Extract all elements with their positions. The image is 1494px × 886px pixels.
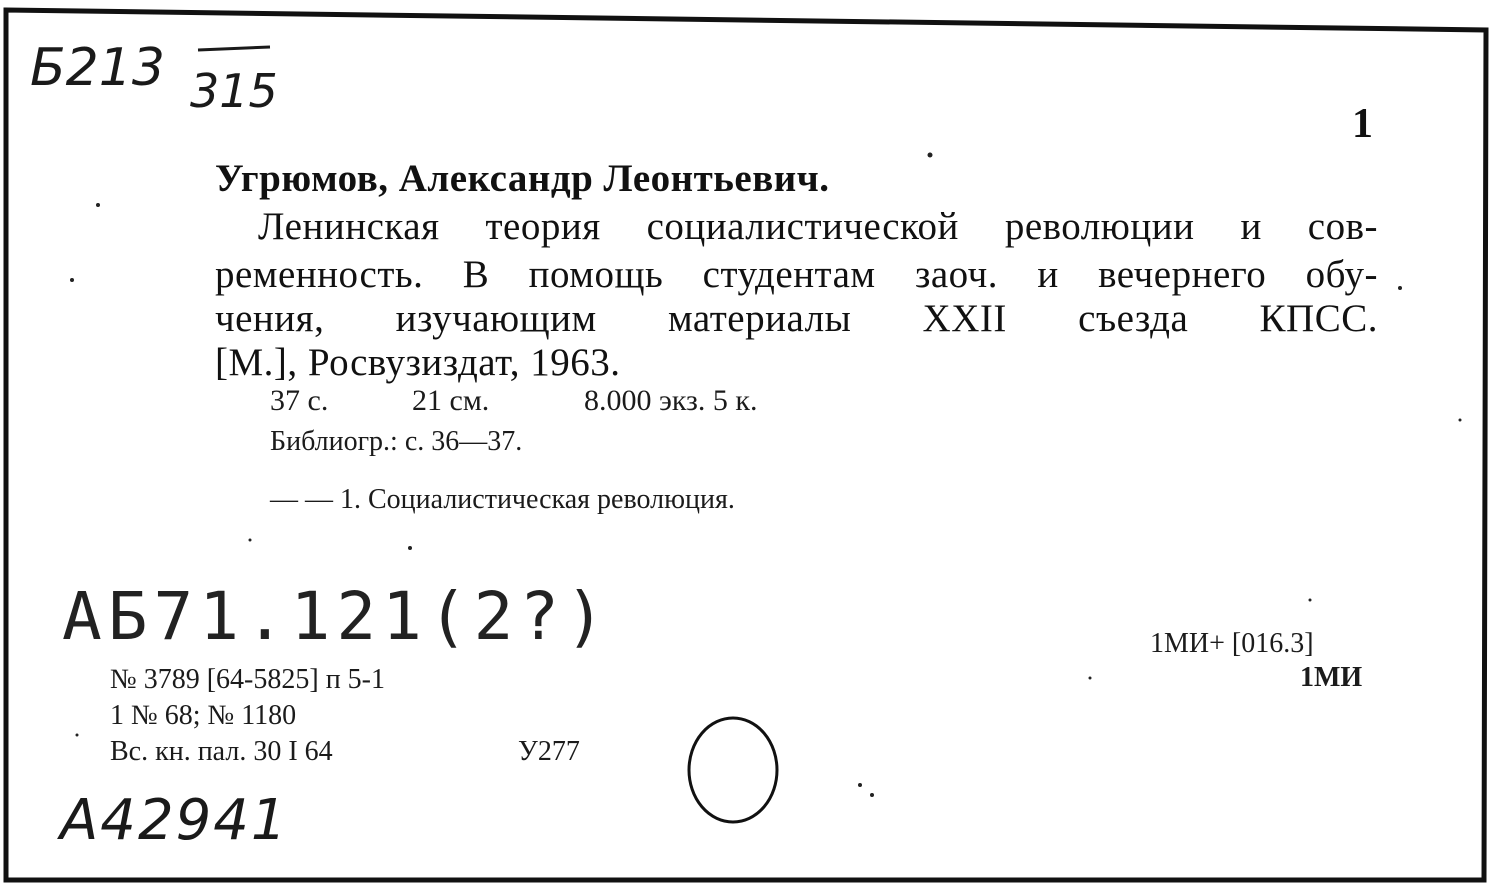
udc-code: У277 [518, 736, 580, 767]
title-line-3: чения, изучающим материалы XXII съезда КПСС. [215, 297, 1378, 340]
title-line-1: Ленинская теория социалистической революции и сов- [258, 205, 1378, 248]
registration-line-2: 1 № 68; № 1180 [110, 700, 297, 731]
registration-line-3: Вс. кн. пал. 30 I 64 [110, 736, 333, 767]
title-line-4: [М.], Росвузиздат, 1963. [215, 341, 621, 384]
subject-tracing: — — 1. Социалистическая революция. [270, 484, 735, 515]
pages-count: 37 с. [270, 384, 329, 417]
registration-line-1: № 3789 [64-5825] п 5-1 [110, 664, 385, 695]
handwritten-inventory: А42941 [60, 788, 289, 853]
card-number: 1 [1352, 101, 1373, 147]
punch-hole [680, 712, 790, 832]
fraction-bar [196, 44, 276, 54]
classification-line-1: 1МИ+ [016.3] [1150, 628, 1314, 659]
copies-price: 8.000 экз. 5 к. [584, 384, 758, 417]
bibliography-note: Библиогр.: с. 36—37. [270, 426, 523, 457]
author-heading: Угрюмов, Александр Леонтьевич. [215, 157, 830, 200]
handwritten-shelfmark: Б213 [30, 38, 165, 98]
title-line-2: ременность. В помощь студентам заоч. и вечернего обу- [215, 253, 1378, 296]
classification-stamp: АБ71.121(2?) [62, 578, 611, 655]
handwritten-shelfmark-fraction: 315 [190, 64, 278, 118]
classification-line-2: 1МИ [1300, 662, 1363, 693]
book-size: 21 см. [412, 384, 490, 417]
